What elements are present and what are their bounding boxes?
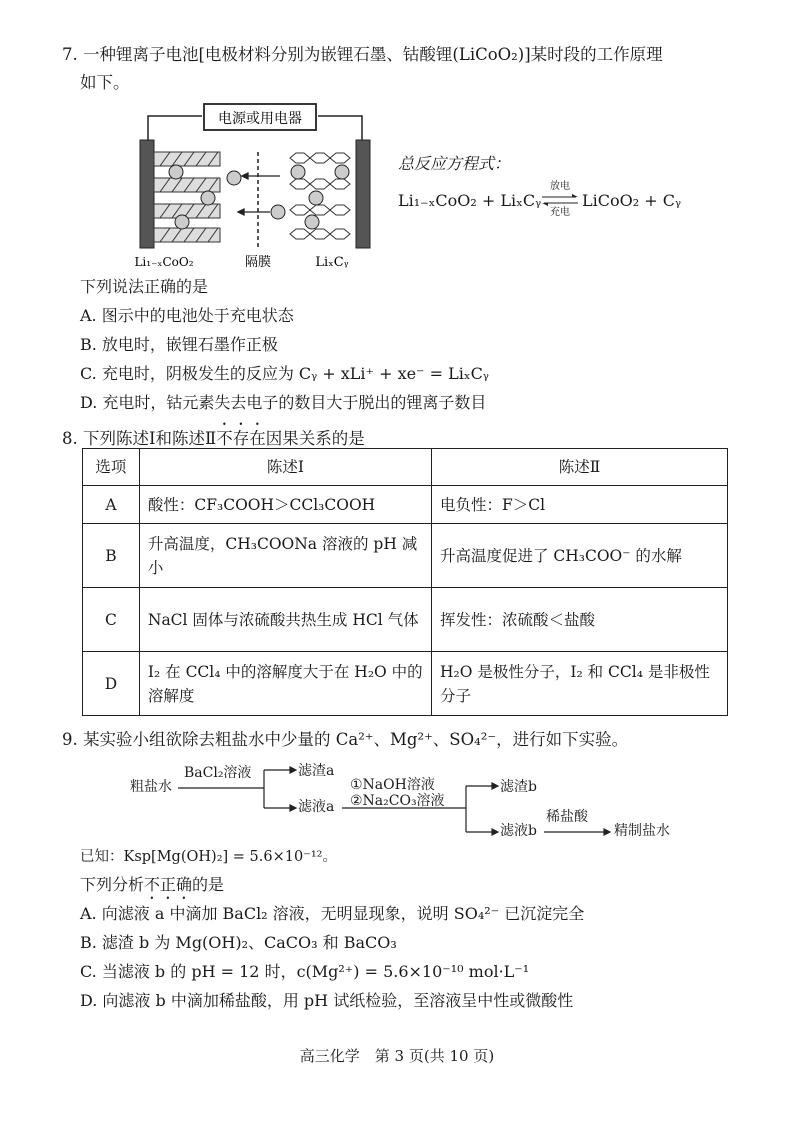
table-row — [83, 652, 728, 716]
header-statement-2: 陈述Ⅱ — [431, 449, 727, 486]
q9-prompt-pre: 下列分析 — [80, 875, 145, 894]
separator-label: 隔膜 — [244, 255, 272, 270]
flow-arrows — [130, 756, 710, 844]
q8-stem-post: 因果关系的是 — [265, 429, 365, 448]
flow-reagent-2a: ①NaOH溶液 — [350, 777, 435, 793]
statement-table — [82, 448, 728, 716]
equation-charge: 充电 — [550, 207, 570, 218]
q7-stem-line2: 如下。 — [80, 73, 130, 92]
table-header-row — [83, 449, 728, 486]
table-row — [83, 524, 728, 588]
q7-prompt: 下列说法正确的是 — [80, 277, 209, 296]
row-statement-2: H₂O 是极性分子，I₂ 和 CCl₄ 是非极性分子 — [431, 652, 727, 716]
row-statement-1: 升高温度，CH₃COONa 溶液的 pH 减小 — [139, 524, 431, 588]
q7-option-a: A. 图示中的电池处于充电状态 — [80, 306, 294, 325]
flow-reagent-1: BaCl₂溶液 — [184, 765, 252, 781]
q9-known: 已知：Ksp[Mg(OH)₂] = 5.6×10⁻¹²。 — [80, 849, 337, 865]
left-electrode-label: Li₁₋ₓCoO₂ — [134, 255, 194, 269]
equation-discharge: 放电 — [550, 181, 570, 192]
q9-option-b: B. 滤渣 b 为 Mg(OH)₂、CaCO₃ 和 BaCO₃ — [80, 933, 397, 952]
q7-option-b: B. 放电时，嵌锂石墨作正极 — [80, 335, 278, 354]
equation-arrow — [540, 181, 580, 221]
row-statement-2: 升高温度促进了 CH₃COO⁻ 的水解 — [431, 524, 727, 588]
q9-option-d: D. 向滤液 b 中滴加稀盐酸，用 pH 试纸检验，至溶液呈中性或微酸性 — [80, 991, 574, 1010]
li-ion-markers — [169, 165, 349, 229]
q9-stem: 9. 某实验小组欲除去粗盐水中少量的 Ca²⁺、Mg²⁺、SO₄²⁻，进行如下实验。 — [62, 730, 629, 749]
q8-stem — [62, 420, 365, 450]
row-option: D — [83, 652, 140, 716]
flow-reagent-2b: ②Na₂CO₃溶液 — [350, 793, 445, 809]
process-flow — [130, 756, 710, 844]
q9-prompt-post: 的是 — [192, 875, 225, 894]
header-option: 选项 — [83, 449, 140, 486]
q8-stem-pre: 8. 下列陈述Ⅰ和陈述Ⅱ — [62, 429, 217, 448]
flow-filtrate-a: 滤液a — [298, 799, 335, 815]
row-option: A — [83, 486, 140, 524]
row-statement-1: 酸性：CF₃COOH＞CCl₃COOH — [139, 486, 431, 524]
equation-right: LiCoO₂ + Cᵧ — [582, 191, 681, 210]
row-statement-2: 挥发性：浓硫酸＜盐酸 — [431, 588, 727, 652]
flow-filtrate-b: 滤液b — [500, 823, 537, 839]
flow-residue-b: 滤渣b — [500, 779, 537, 795]
q9-prompt-emphasis: 不正确 — [144, 875, 193, 894]
page-footer: 高三化学 第 3 页(共 10 页) — [299, 1047, 495, 1065]
equation-title: 总反应方程式： — [398, 154, 511, 173]
q7-option-d: D. 充电时，钴元素失去电子的数目大于脱出的锂离子数目 — [80, 393, 487, 412]
q7-option-c: C. 充电时，阴极发生的反应为 Cᵧ + xLi⁺ + xe⁻ = LiₓCᵧ — [80, 364, 489, 383]
row-statement-2: 电负性：F＞Cl — [431, 486, 727, 524]
flow-start: 粗盐水 — [130, 779, 172, 795]
row-option: C — [83, 588, 140, 652]
row-statement-1: NaCl 固体与浓硫酸共热生成 HCl 气体 — [139, 588, 431, 652]
battery-diagram — [130, 100, 390, 272]
equation-left: Li₁₋ₓCoO₂ + LiₓCᵧ — [398, 191, 542, 210]
q9-option-a: A. 向滤液 a 中滴加 BaCl₂ 溶液，无明显现象，说明 SO₄²⁻ 已沉淀完全 — [80, 904, 585, 923]
power-box-label: 电源或用电器 — [218, 111, 302, 127]
q8-stem-emphasis: 不存在 — [216, 429, 266, 448]
right-electrode-label: LiₓCᵧ — [315, 255, 349, 270]
table-row — [83, 588, 728, 652]
q7-stem-line1: 7. 一种锂离子电池[电极材料分别为嵌锂石墨、钴酸锂(LiCoO₂)]某时段的工作原理 — [62, 45, 663, 64]
q9-prompt — [80, 874, 224, 903]
flow-reagent-3: 稀盐酸 — [546, 809, 588, 825]
row-statement-1: I₂ 在 CCl₄ 中的溶解度大于在 H₂O 中的溶解度 — [139, 652, 431, 716]
header-statement-1: 陈述Ⅰ — [139, 449, 431, 486]
q9-option-c: C. 当滤液 b 的 pH = 12 时，c(Mg²⁺) = 5.6×10⁻¹⁰ mol·L⁻¹ — [80, 962, 530, 981]
row-option: B — [83, 524, 140, 588]
flow-residue-a: 滤渣a — [298, 763, 335, 779]
flow-product: 精制盐水 — [614, 823, 670, 839]
table-row — [83, 486, 728, 524]
